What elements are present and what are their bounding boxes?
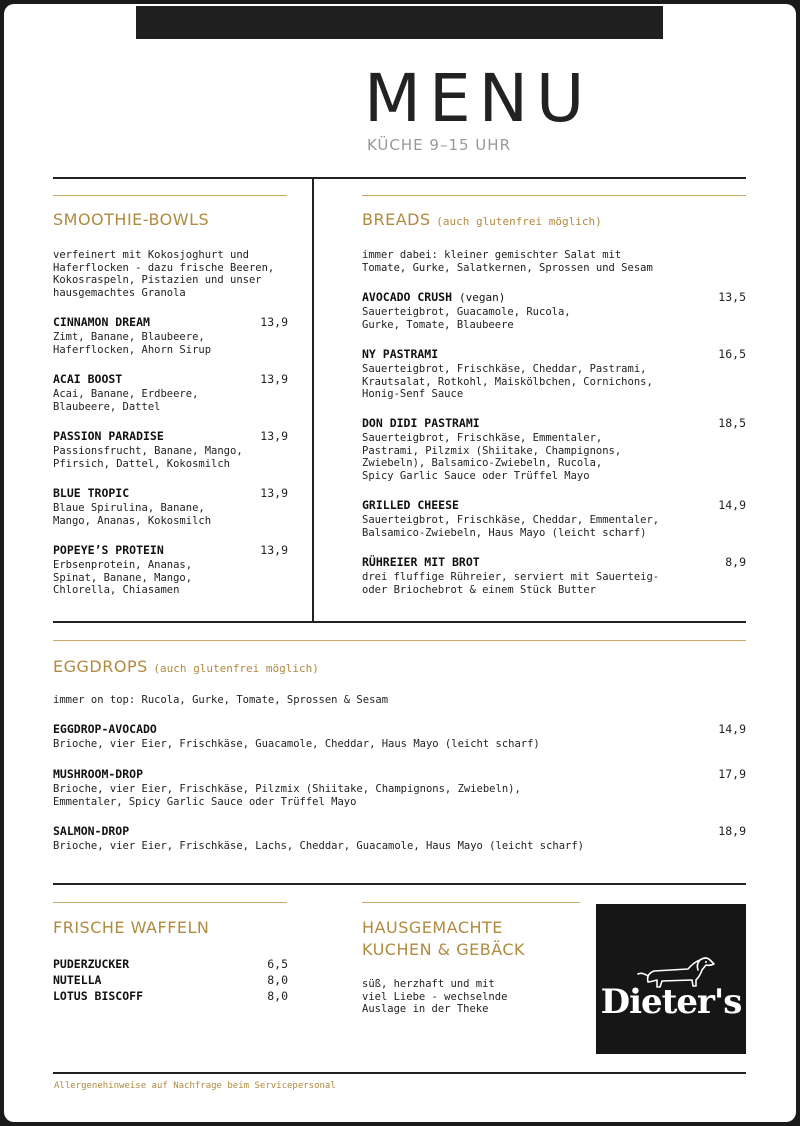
bread-item-desc: Sauerteigbrot, Guacamole, Rucola, Gurke, Tomate, Blaubeere [362, 306, 571, 331]
divider-footer [53, 1072, 746, 1074]
top-bar [136, 6, 663, 39]
bread-item-price: 14,9 [718, 498, 746, 512]
smoothie-item-desc: Blaue Spirulina, Banane, Mango, Ananas, Kokosmilch [53, 502, 212, 527]
bread-item-price: 18,5 [718, 416, 746, 430]
bread-item-name: NY PASTRAMI [362, 347, 439, 361]
eggdrops-intro: immer on top: Rucola, Gurke, Tomate, Sprossen & Sesam [53, 694, 389, 706]
eggdrop-item-desc: Brioche, vier Eier, Frischkäse, Guacamole, Cheddar, Haus Mayo (leicht scharf) [53, 738, 540, 750]
smoothie-gold-rule [53, 195, 287, 196]
eggdrop-item-price: 14,9 [718, 722, 746, 736]
eggdrop-item-name: EGGDROP-AVOCADO [53, 722, 157, 736]
allergen-note: Allergenehinweise auf Nachfrage beim Servicepersonal [54, 1081, 336, 1091]
waffel-item-price: 6,5 [267, 957, 288, 971]
breads-intro: immer dabei: kleiner gemischter Salat mit Tomate, Gurke, Salatkernen, Sprossen und Sesam [362, 249, 653, 274]
eggdrop-item-name: SALMON-DROP [53, 824, 130, 838]
eggdrop-item-desc: Brioche, vier Eier, Frischkäse, Lachs, Cheddar, Guacamole, Haus Mayo (leicht scharf) [53, 840, 585, 852]
eggdrop-item-price: 17,9 [718, 767, 746, 781]
bread-item-name: RÜHREIER MIT BROT [362, 555, 480, 569]
menu-page [4, 4, 796, 1122]
breads-title [362, 209, 602, 233]
eggdrops-title-text: EGGDROPS [53, 657, 148, 676]
smoothie-title: SMOOTHIE-BOWLS [53, 210, 210, 229]
waffel-item-name: LOTUS BISCOFF [53, 989, 144, 1003]
breads-gold-rule [362, 195, 746, 196]
waffel-item-name: PUDERZUCKER [53, 957, 130, 971]
bread-item-name: GRILLED CHEESE [362, 498, 459, 512]
waffel-item-name: NUTELLA [53, 973, 102, 987]
smoothie-intro: verfeinert mit Kokosjoghurt und Haferflocken - dazu frische Beeren, Kokosraspeln, Pistazien und unser hausgemachtes Granola [53, 249, 275, 300]
smoothie-item-name: ACAI BOOST [53, 372, 123, 386]
kuchen-text: süß, herzhaft und mit viel Liebe - wechselnde Auslage in der Theke [362, 978, 508, 1016]
dieters-logo [596, 904, 746, 1054]
kitchen-hours: KÜCHE 9–15 UHR [367, 136, 511, 154]
bread-item-name: DON DIDI PASTRAMI [362, 416, 480, 430]
eggdrops-gluten-note: (auch glutenfrei möglich) [153, 662, 319, 675]
bread-item-name-text: AVOCADO CRUSH [362, 290, 453, 304]
eggdrop-item-desc: Brioche, vier Eier, Frischkäse, Pilzmix (Shiitake, Champignons, Zwiebeln), Emmentaler, Spicy Garlic Sauce oder Trüffel Mayo [53, 783, 521, 808]
kuchen-gold-rule [362, 902, 580, 903]
smoothie-item-name: POPEYE’S PROTEIN [53, 543, 164, 557]
vegan-tag: (vegan) [458, 291, 506, 304]
waffel-item-price: 8,0 [267, 973, 288, 987]
smoothie-item-name: BLUE TROPIC [53, 486, 130, 500]
eggdrops-title [53, 656, 319, 680]
kuchen-title-line2: KUCHEN & GEBÄCK [362, 940, 526, 959]
bread-item-desc: Sauerteigbrot, Frischkäse, Cheddar, Emmentaler, Balsamico-Zwiebeln, Haus Mayo (leicht scharf) [362, 514, 660, 539]
page-title: MENU [364, 60, 593, 137]
eggdrop-item-price: 18,9 [718, 824, 746, 838]
smoothie-item-name: PASSION PARADISE [53, 429, 164, 443]
smoothie-item-price: 13,9 [260, 486, 288, 500]
divider-middle [53, 621, 746, 623]
smoothie-item-desc: Erbsenprotein, Ananas, Spinat, Banane, Mango, Chlorella, Chiasamen [53, 559, 193, 597]
eggdrops-gold-rule [53, 640, 746, 641]
bread-item-price: 8,9 [725, 555, 746, 569]
smoothie-item-name: CINNAMON DREAM [53, 315, 150, 329]
bread-item-desc: Sauerteigbrot, Frischkäse, Emmentaler, Pastrami, Pilzmix (Shiitake, Champignons, Zwiebeln), Balsamico-Zwiebeln, Rucola, Spicy Garlic Sauce oder Trüffel Mayo [362, 432, 622, 483]
bread-item-price: 16,5 [718, 347, 746, 361]
waffel-item-price: 8,0 [267, 989, 288, 1003]
logo-wordmark: Dieter's [600, 982, 742, 1022]
waffeln-gold-rule [53, 902, 287, 903]
waffeln-title: FRISCHE WAFFELN [53, 918, 210, 937]
eggdrop-item-name: MUSHROOM-DROP [53, 767, 144, 781]
bread-item-desc: drei fluffige Rühreier, serviert mit Sauerteig- oder Briochebrot & einem Stück Butter [362, 571, 660, 596]
smoothie-item-price: 13,9 [260, 429, 288, 443]
smoothie-item-price: 13,9 [260, 372, 288, 386]
divider-top [53, 177, 746, 179]
smoothie-item-desc: Acai, Banane, Erdbeere, Blaubeere, Dattel [53, 388, 199, 413]
bread-item-price: 13,5 [718, 290, 746, 304]
dachshund-icon [596, 904, 746, 1054]
kuchen-title-line1: HAUSGEMACHTE [362, 918, 503, 937]
smoothie-item-desc: Zimt, Banane, Blaubeere, Haferflocken, Ahorn Sirup [53, 331, 212, 356]
bread-item-name [362, 290, 505, 304]
smoothie-item-price: 13,9 [260, 543, 288, 557]
bread-item-desc: Sauerteigbrot, Frischkäse, Cheddar, Pastrami, Krautsalat, Rotkohl, Maiskölbchen, Cornichons, Honig-Senf Sauce [362, 363, 653, 401]
breads-title-text: BREADS [362, 210, 431, 229]
smoothie-item-price: 13,9 [260, 315, 288, 329]
divider-bottom [53, 883, 746, 885]
breads-gluten-note: (auch glutenfrei möglich) [436, 215, 602, 228]
smoothie-item-desc: Passionsfrucht, Banane, Mango, Pfirsich, Dattel, Kokosmilch [53, 445, 243, 470]
column-divider [312, 177, 314, 622]
